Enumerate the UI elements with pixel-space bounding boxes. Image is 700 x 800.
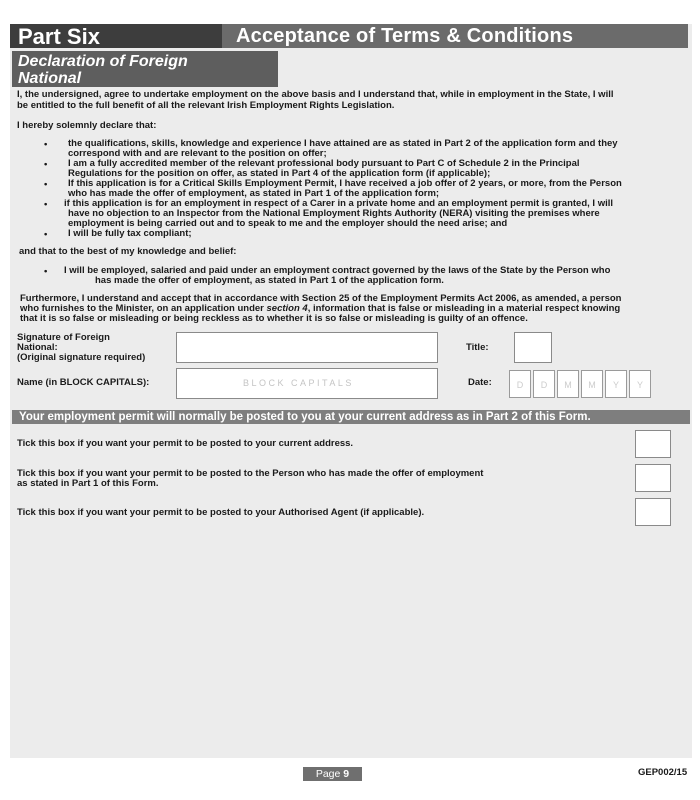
bullet-4-line2: have no objection to an Inspector from the National Employment Rights Authority (NERA) visiting the premises where	[68, 208, 600, 219]
date-month-1[interactable]: M	[557, 370, 579, 398]
bullet-5-line1: I will be fully tax compliant;	[68, 228, 192, 239]
furthermore-line3: that it is so false or misleading or being reckless as to whether it is so false or misleading is guilty of an offence.	[20, 313, 528, 324]
bullet-dot: •	[44, 266, 48, 277]
furthermore-line2-c: , information that is false or misleading in a material respect knowing	[307, 303, 621, 314]
tick-current-address-label: Tick this box if you want your permit to be posted to your current address.	[17, 438, 354, 449]
date-year-1[interactable]: Y	[605, 370, 627, 398]
declare-heading: I hereby solemnly declare that:	[17, 120, 157, 131]
page-number-tab	[303, 767, 362, 781]
section-title	[12, 51, 278, 87]
bullet-1-line2: correspond with and are relevant to the position on offer;	[68, 148, 327, 159]
section-reference: section 4	[266, 303, 308, 314]
date-day-2[interactable]: D	[533, 370, 555, 398]
signature-label-line2: National:	[17, 342, 58, 353]
title-label: Title:	[466, 342, 489, 353]
page-number: 9	[343, 768, 350, 780]
bullet-dot: •	[44, 229, 48, 240]
bullet-4-line1: if this application is for an employment in respect of a Carer in a private home and an employment permit is granted, I will	[64, 198, 614, 209]
tick-offer-person-checkbox[interactable]	[635, 464, 671, 492]
furthermore-line1: Furthermore, I understand and accept that in accordance with Section 25 of the Employment Permits Act 2006, as amended, a person	[20, 293, 622, 304]
bullet-2-line2: Regulations for the position on offer, as stated in Part 4 of the application form (if applicable);	[68, 168, 491, 179]
part-label: Part Six	[18, 24, 100, 49]
bullet-dot: •	[44, 139, 48, 150]
delivery-notice: Your employment permit will normally be posted to you at your current address as in Part 2 of this Form.	[12, 410, 690, 424]
signature-label-line3: (Original signature required)	[17, 352, 146, 363]
furthermore-line2-a: who furnishes to the Minister, on an application under	[20, 303, 267, 314]
name-label: Name (in BLOCK CAPITALS):	[17, 377, 150, 388]
bullet-3-line2: who has made the offer of employment, as stated in Part 1 of the application form;	[68, 188, 440, 199]
name-placeholder: BLOCK CAPITALS	[243, 378, 354, 388]
bullet-4-line3: employment is being carried out and to speak to me and the employer should the need arise; and	[68, 218, 508, 229]
date-day-1[interactable]: D	[509, 370, 531, 398]
tick-agent-checkbox[interactable]	[635, 498, 671, 526]
signature-label-line1: Signature of Foreign	[17, 332, 110, 343]
intro-line2: be entitled to the full benefit of all the relevant Irish Employment Rights Legislation.	[17, 100, 395, 111]
signature-field[interactable]	[176, 332, 438, 363]
bullet-2-line1: I am a fully accredited member of the relevant professional body pursuant to Part C of Schedule 2 in the Principal	[68, 158, 580, 169]
bullet-1-line1: the qualifications, skills, knowledge and experience I have attained are as stated in Part 2 of the application form and they	[68, 138, 618, 149]
name-field[interactable]	[176, 368, 438, 399]
tick-agent-label: Tick this box if you want your permit to be posted to your Authorised Agent (if applicable).	[17, 507, 425, 518]
form-code: GEP002/15	[638, 767, 688, 778]
date-year-2[interactable]: Y	[629, 370, 651, 398]
belief-bullet-line2: has made the offer of employment, as stated in Part 1 of the application form.	[95, 275, 444, 286]
tick-current-address-checkbox[interactable]	[635, 430, 671, 458]
intro-line1: I, the undersigned, agree to undertake employment on the above basis and I understand that, while in employment in the State, I will	[17, 89, 614, 100]
page-label: Page	[315, 768, 341, 780]
bullet-dot: •	[44, 159, 48, 170]
section-title-line2: National	[18, 70, 82, 87]
title-field[interactable]	[514, 332, 552, 363]
bullet-dot: •	[44, 179, 48, 190]
section-title-line1: Declaration of Foreign	[18, 53, 188, 70]
date-month-2[interactable]: M	[581, 370, 603, 398]
date-label: Date:	[468, 377, 492, 388]
bullet-dot: •	[44, 199, 48, 210]
tick-offer-person-label-line1: Tick this box if you want your permit to be posted to the Person who has made the offer of employment	[17, 468, 484, 479]
tick-offer-person-label-line2: as stated in Part 1 of this Form.	[17, 478, 159, 489]
belief-heading: and that to the best of my knowledge and belief:	[19, 246, 237, 257]
bullet-3-line1: If this application is for a Critical Skills Employment Permit, I have received a job offer of 2 years, or more, from the Person	[68, 178, 622, 189]
belief-bullet-line1: I will be employed, salaried and paid under an employment contract governed by the laws of the State by the Person who	[64, 265, 611, 276]
page-title: Acceptance of Terms & Conditions	[236, 25, 574, 47]
